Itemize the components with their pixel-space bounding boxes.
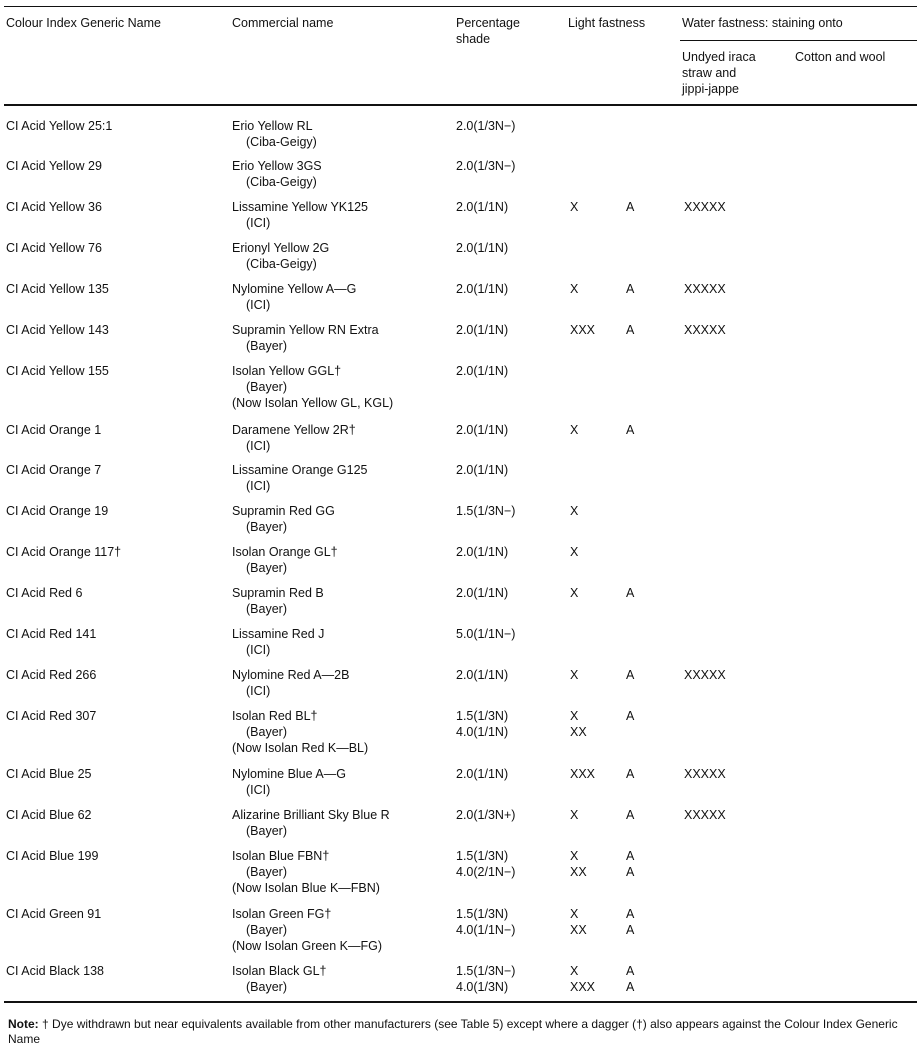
note-label: Note: bbox=[8, 1017, 39, 1031]
percentage-shade-cell: 2.0(1/1N) bbox=[456, 323, 509, 337]
manufacturer-cell: (ICI) bbox=[246, 643, 271, 657]
light-fastness-cell: XXX bbox=[570, 323, 596, 337]
light-fastness-cell: X bbox=[570, 545, 579, 559]
generic-name-cell: CI Acid Blue 199 bbox=[6, 849, 99, 863]
light-fastness-grade-cell: A bbox=[626, 964, 635, 978]
manufacturer-cell: (Bayer) bbox=[246, 602, 287, 616]
light-fastness-grade-cell: A bbox=[626, 668, 635, 682]
manufacturer-cell: (Bayer) bbox=[246, 824, 287, 838]
header-percentage-shade-line2: shade bbox=[456, 32, 491, 46]
manufacturer-cell: (ICI) bbox=[246, 216, 271, 230]
percentage-shade-cell: 4.0(1/3N) bbox=[456, 980, 509, 994]
percentage-shade-cell: 2.0(1/1N) bbox=[456, 200, 509, 214]
percentage-shade-cell: 4.0(2/1N−) bbox=[456, 865, 516, 879]
generic-name-cell: CI Acid Red 141 bbox=[6, 627, 97, 641]
percentage-shade-cell: 1.5(1/3N−) bbox=[456, 964, 516, 978]
manufacturer-cell: (Bayer) bbox=[246, 865, 287, 879]
commercial-name-cell: Isolan Green FG† bbox=[232, 907, 332, 921]
light-fastness-grade-cell: A bbox=[626, 980, 635, 994]
commercial-name-cell: Erio Yellow 3GS bbox=[232, 159, 322, 173]
percentage-shade-cell: 5.0(1/1N−) bbox=[456, 627, 516, 641]
commercial-name-cell: Supramin Yellow RN Extra bbox=[232, 323, 379, 337]
light-fastness-grade-cell: A bbox=[626, 709, 635, 723]
header-light-fastness: Light fastness bbox=[568, 16, 646, 30]
generic-name-cell: CI Acid Orange 117† bbox=[6, 545, 122, 559]
manufacturer-cell: (ICI) bbox=[246, 783, 271, 797]
generic-name-cell: CI Acid Yellow 36 bbox=[6, 200, 102, 214]
generic-name-cell: CI Acid Yellow 76 bbox=[6, 241, 102, 255]
commercial-name-cell: Erionyl Yellow 2G bbox=[232, 241, 330, 255]
commercial-name-cell: Isolan Blue FBN† bbox=[232, 849, 330, 863]
manufacturer-cell: (Bayer) bbox=[246, 520, 287, 534]
light-fastness-cell: XX bbox=[570, 923, 587, 937]
header-commercial-name: Commercial name bbox=[232, 16, 334, 30]
light-fastness-grade-cell: A bbox=[626, 923, 635, 937]
manufacturer-cell: (Bayer) bbox=[246, 725, 287, 739]
generic-name-cell: CI Acid Red 266 bbox=[6, 668, 97, 682]
commercial-name-cell: Supramin Red B bbox=[232, 586, 324, 600]
percentage-shade-cell: 1.5(1/3N) bbox=[456, 709, 509, 723]
table-note bbox=[8, 1017, 913, 1047]
staining-undyed-cell: XXXXX bbox=[684, 668, 726, 682]
commercial-name-cell: Isolan Orange GL† bbox=[232, 545, 338, 559]
commercial-name-cell: Nylomine Red A—2B bbox=[232, 668, 350, 682]
light-fastness-grade-cell: A bbox=[626, 323, 635, 337]
light-fastness-cell: X bbox=[570, 668, 579, 682]
generic-name-cell: CI Acid Green 91 bbox=[6, 907, 102, 921]
header-undyed-line3: jippi-jappe bbox=[682, 82, 739, 96]
percentage-shade-cell: 2.0(1/3N−) bbox=[456, 159, 516, 173]
percentage-shade-cell: 2.0(1/1N) bbox=[456, 241, 509, 255]
generic-name-cell: CI Acid Red 6 bbox=[6, 586, 83, 600]
staining-undyed-cell: XXXXX bbox=[684, 282, 726, 296]
generic-name-cell: CI Acid Yellow 143 bbox=[6, 323, 109, 337]
manufacturer-cell: (ICI) bbox=[246, 479, 271, 493]
percentage-shade-cell: 2.0(1/1N) bbox=[456, 545, 509, 559]
generic-name-cell: CI Acid Blue 25 bbox=[6, 767, 92, 781]
manufacturer-cell: (ICI) bbox=[246, 684, 271, 698]
percentage-shade-cell: 4.0(1/1N−) bbox=[456, 923, 516, 937]
light-fastness-cell: X bbox=[570, 907, 579, 921]
light-fastness-grade-cell: A bbox=[626, 808, 635, 822]
light-fastness-cell: X bbox=[570, 709, 579, 723]
manufacturer-cell: (Ciba-Geigy) bbox=[246, 257, 317, 271]
manufacturer-cell: (ICI) bbox=[246, 298, 271, 312]
manufacturer-cell: (ICI) bbox=[246, 439, 271, 453]
light-fastness-cell: X bbox=[570, 282, 579, 296]
header-generic-name: Colour Index Generic Name bbox=[6, 16, 161, 30]
commercial-name-cell: Supramin Red GG bbox=[232, 504, 335, 518]
light-fastness-grade-cell: A bbox=[626, 586, 635, 600]
header-cotton-wool: Cotton and wool bbox=[795, 50, 886, 64]
header-bottom-rule bbox=[4, 104, 917, 106]
commercial-name-cell: Lissamine Red J bbox=[232, 627, 325, 641]
light-fastness-cell: X bbox=[570, 849, 579, 863]
percentage-shade-cell: 2.0(1/1N) bbox=[456, 463, 509, 477]
light-fastness-cell: X bbox=[570, 808, 579, 822]
commercial-name-cell: Isolan Yellow GGL† bbox=[232, 364, 342, 378]
header-undyed-line2: straw and bbox=[682, 66, 737, 80]
current-name-cell: (Now Isolan Green K—FG) bbox=[232, 939, 383, 953]
generic-name-cell: CI Acid Black 138 bbox=[6, 964, 104, 978]
light-fastness-cell: X bbox=[570, 586, 579, 600]
percentage-shade-cell: 1.5(1/3N) bbox=[456, 907, 509, 921]
generic-name-cell: CI Acid Red 307 bbox=[6, 709, 97, 723]
note-text: † Dye withdrawn but near equivalents available from other manufacturers (see Table 5) except where a dagger (†) also appears against the Colour Index Generic Name bbox=[8, 1017, 898, 1046]
commercial-name-cell: Isolan Red BL† bbox=[232, 709, 318, 723]
current-name-cell: (Now Isolan Blue K—FBN) bbox=[232, 881, 380, 895]
generic-name-cell: CI Acid Orange 19 bbox=[6, 504, 109, 518]
percentage-shade-cell: 1.5(1/3N−) bbox=[456, 504, 516, 518]
commercial-name-cell: Isolan Black GL† bbox=[232, 964, 327, 978]
light-fastness-grade-cell: A bbox=[626, 849, 635, 863]
percentage-shade-cell: 4.0(1/1N) bbox=[456, 725, 509, 739]
generic-name-cell: CI Acid Yellow 25:1 bbox=[6, 119, 113, 133]
manufacturer-cell: (Bayer) bbox=[246, 380, 287, 394]
light-fastness-cell: X bbox=[570, 423, 579, 437]
water-fastness-rule bbox=[680, 40, 917, 41]
commercial-name-cell: Daramene Yellow 2R† bbox=[232, 423, 356, 437]
header-percentage-shade-line1: Percentage bbox=[456, 16, 520, 30]
light-fastness-grade-cell: A bbox=[626, 907, 635, 921]
commercial-name-cell: Lissamine Orange G125 bbox=[232, 463, 368, 477]
staining-undyed-cell: XXXXX bbox=[684, 808, 726, 822]
generic-name-cell: CI Acid Yellow 155 bbox=[6, 364, 109, 378]
generic-name-cell: CI Acid Orange 1 bbox=[6, 423, 102, 437]
header-water-fastness: Water fastness: staining onto bbox=[682, 16, 843, 30]
percentage-shade-cell: 2.0(1/1N) bbox=[456, 364, 509, 378]
top-rule bbox=[4, 6, 917, 7]
percentage-shade-cell: 2.0(1/1N) bbox=[456, 282, 509, 296]
light-fastness-cell: X bbox=[570, 200, 579, 214]
light-fastness-cell: X bbox=[570, 964, 579, 978]
commercial-name-cell: Alizarine Brilliant Sky Blue R bbox=[232, 808, 390, 822]
percentage-shade-cell: 2.0(1/1N) bbox=[456, 586, 509, 600]
staining-undyed-cell: XXXXX bbox=[684, 323, 726, 337]
percentage-shade-cell: 2.0(1/1N) bbox=[456, 767, 509, 781]
staining-undyed-cell: XXXXX bbox=[684, 767, 726, 781]
light-fastness-grade-cell: A bbox=[626, 865, 635, 879]
commercial-name-cell: Lissamine Yellow YK125 bbox=[232, 200, 368, 214]
current-name-cell: (Now Isolan Yellow GL, KGL) bbox=[232, 396, 394, 410]
table-bottom-rule bbox=[4, 1001, 917, 1003]
light-fastness-cell: XX bbox=[570, 865, 587, 879]
manufacturer-cell: (Bayer) bbox=[246, 339, 287, 353]
manufacturer-cell: (Ciba-Geigy) bbox=[246, 175, 317, 189]
light-fastness-grade-cell: A bbox=[626, 282, 635, 296]
percentage-shade-cell: 1.5(1/3N) bbox=[456, 849, 509, 863]
commercial-name-cell: Erio Yellow RL bbox=[232, 119, 313, 133]
generic-name-cell: CI Acid Blue 62 bbox=[6, 808, 92, 822]
light-fastness-cell: XXX bbox=[570, 767, 596, 781]
manufacturer-cell: (Ciba-Geigy) bbox=[246, 135, 317, 149]
percentage-shade-cell: 2.0(1/3N+) bbox=[456, 808, 516, 822]
percentage-shade-cell: 2.0(1/3N−) bbox=[456, 119, 516, 133]
generic-name-cell: CI Acid Yellow 29 bbox=[6, 159, 102, 173]
manufacturer-cell: (Bayer) bbox=[246, 923, 287, 937]
manufacturer-cell: (Bayer) bbox=[246, 561, 287, 575]
light-fastness-cell: X bbox=[570, 504, 579, 518]
header-undyed-line1: Undyed iraca bbox=[682, 50, 756, 64]
percentage-shade-cell: 2.0(1/1N) bbox=[456, 423, 509, 437]
staining-undyed-cell: XXXXX bbox=[684, 200, 726, 214]
percentage-shade-cell: 2.0(1/1N) bbox=[456, 668, 509, 682]
current-name-cell: (Now Isolan Red K—BL) bbox=[232, 741, 369, 755]
generic-name-cell: CI Acid Orange 7 bbox=[6, 463, 102, 477]
commercial-name-cell: Nylomine Blue A—G bbox=[232, 767, 346, 781]
light-fastness-cell: XXX bbox=[570, 980, 596, 994]
light-fastness-grade-cell: A bbox=[626, 767, 635, 781]
light-fastness-cell: XX bbox=[570, 725, 587, 739]
generic-name-cell: CI Acid Yellow 135 bbox=[6, 282, 109, 296]
manufacturer-cell: (Bayer) bbox=[246, 980, 287, 994]
light-fastness-grade-cell: A bbox=[626, 423, 635, 437]
commercial-name-cell: Nylomine Yellow A—G bbox=[232, 282, 357, 296]
light-fastness-grade-cell: A bbox=[626, 200, 635, 214]
